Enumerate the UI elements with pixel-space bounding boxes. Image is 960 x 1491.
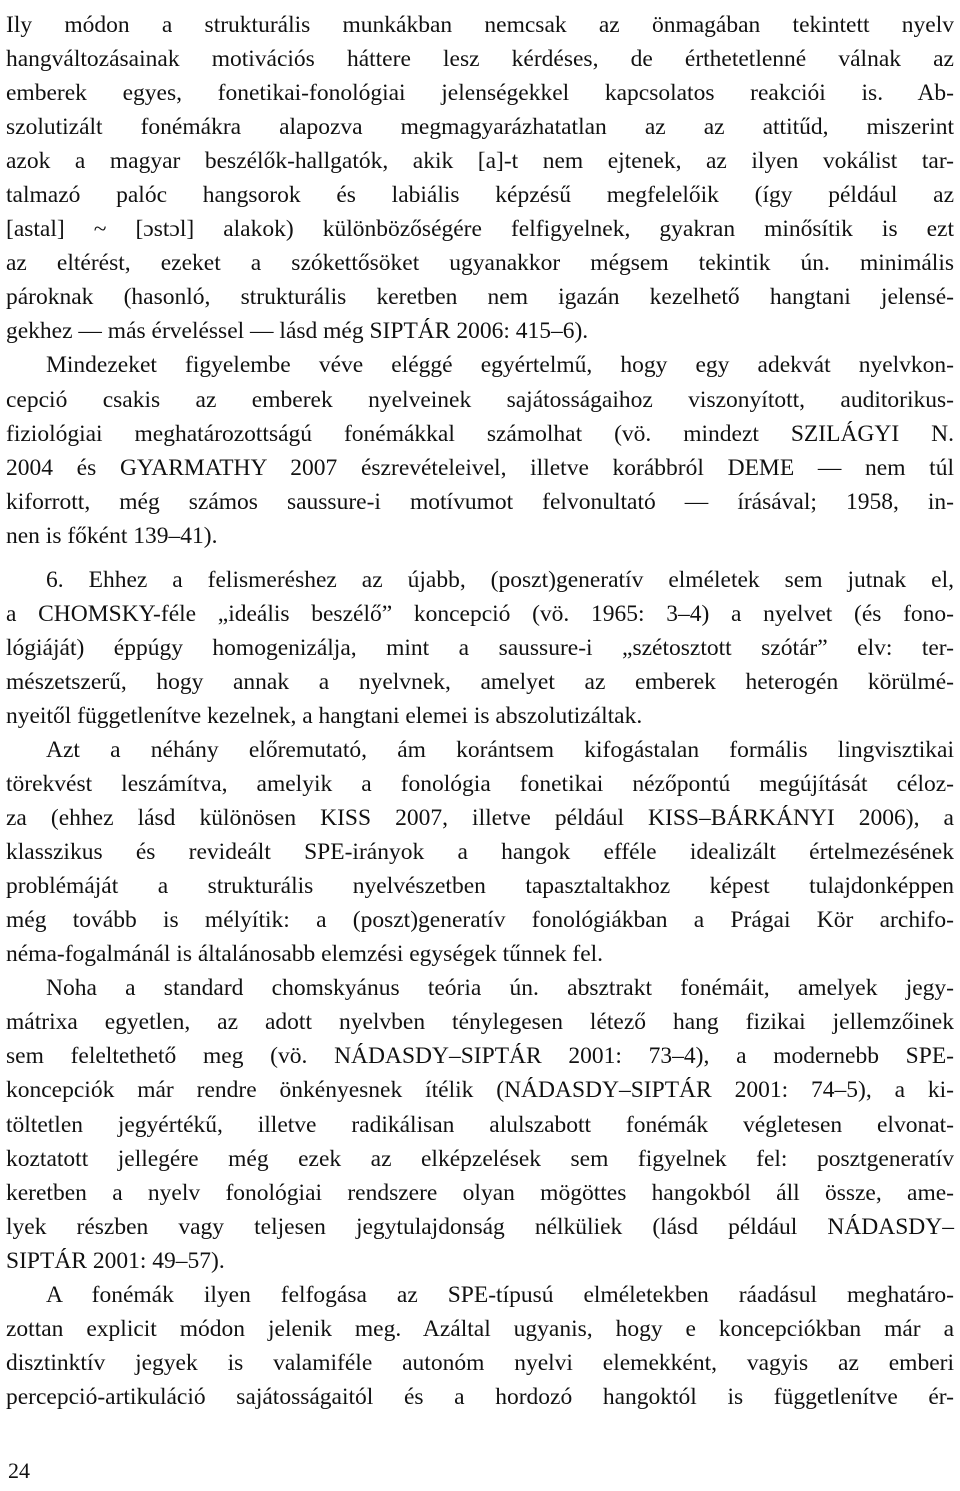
- text-line: 2004 és GYARMATHY 2007 észrevételeivel, illetve korábbról DEME — nem túl: [6, 454, 954, 481]
- text-line: Azt a néhány előremutató, ám korántsem kifogástalan formális lingvisztikai: [46, 736, 954, 763]
- document-body: [6, 8, 954, 1414]
- text-line: töltetlen jegyértékű, illetve radikálisan alulszabott fonémák végletesen elvonat-: [6, 1111, 954, 1138]
- text-line: hangváltozásainak motivációs háttere lesz kérdéses, de érthetetlenné válnak az: [6, 46, 954, 73]
- text-line: talmazó palóc hangsorok és labiális képzésű megfelelőik (így például az: [6, 182, 954, 209]
- text-line: törekvést leszámítva, amelyik a fonológia fonetikai nézőpontú megújítását céloz-: [6, 771, 954, 798]
- text-line: cepció csakis az emberek nyelveinek sajátosságaihoz viszonyított, auditorikus-: [6, 386, 954, 413]
- text-line: Ily módon a strukturális munkákban nemcsak az önmagában tekintett nyelv: [6, 12, 954, 38]
- text-line: lyek részben vagy teljesen jegytulajdonság nélküliek (lásd például NÁDASDY–: [6, 1213, 954, 1240]
- text-line: mátrixa egyetlen, az adott nyelvben ténylegesen létező hang fizikai jellemzőinek: [6, 1009, 954, 1036]
- text-line: klasszikus és revideált SPE-irányok a hangok efféle idealizált értelmezésének: [6, 839, 954, 866]
- text-line: nyeitől függetlenítve kezelnek, a hangtani elemei is abszolutizáltak.: [6, 702, 643, 729]
- text-line: még tovább is mélyítik: a (poszt)generatív fonológiákban a Prágai Kör archifo-: [6, 907, 954, 934]
- text-line: Noha a standard chomskyánus teória ún. absztrakt fonémáit, amelyek jegy-: [46, 975, 954, 1002]
- text-line: nen is főként 139–41).: [6, 522, 218, 549]
- text-line: néma-fogalmánál is általánosabb elemzési egységek tűnnek fel.: [6, 941, 604, 968]
- text-line: gekhez — más érveléssel — lásd még SIPTÁR 2006: 415–6).: [6, 318, 589, 345]
- text-line: disztinktív jegyek is valamiféle autonóm nyelvi elemekként, vagyis az emberi: [6, 1349, 954, 1376]
- text-line: az eltérést, ezeket a szókettősöket ugyanakkor mégsem tekintik ún. minimális: [6, 250, 954, 277]
- text-line: koztatott jellegére még ezek az elképzelések sem figyelnek fel: posztgeneratív: [6, 1145, 954, 1172]
- text-line: percepció-artikuláció sajátosságaitól és a hordozó hangoktól is függetlenítve ér-: [6, 1383, 954, 1410]
- text-line: sem feleltethető meg (vö. NÁDASDY–SIPTÁR 2001: 73–4), a modernebb SPE-: [6, 1043, 954, 1070]
- text-line: szolutizált fonémákra alapozva megmagyarázhatatlan az az attitűd, miszerint: [6, 114, 954, 141]
- text-line: problémáját a strukturális nyelvészetben tapasztaltakhoz képest tulajdonképpen: [6, 873, 954, 900]
- text-line: keretben a nyelv fonológiai rendszere olyan mögöttes hangokból áll össze, ame-: [6, 1179, 954, 1206]
- text-line: Mindezeket figyelembe véve eléggé egyértelmű, hogy egy adekvát nyelvkon-: [46, 352, 954, 379]
- text-line: fiziológiai meghatározottságú fonémákkal számolhat (vö. mindezt SZILÁGYI N.: [6, 420, 954, 447]
- text-line: emberek egyes, fonetikai-fonológiai jelenségekkel kapcsolatos reakciói is. Ab-: [6, 80, 954, 107]
- text-line: azok a magyar beszélők-hallgatók, akik [a]-t nem ejtenek, az ilyen vokálist tar-: [6, 148, 954, 175]
- text-line: A fonémák ilyen felfogása az SPE-típusú elméletekben ráadásul meghatáro-: [46, 1281, 954, 1308]
- text-line: kiforrott, még számos saussure-i motívumot felvonultató — írásával; 1958, in-: [6, 488, 954, 515]
- text-line: zottan explicit módon jelenik meg. Azáltal ugyanis, hogy e koncepciókban már a: [6, 1315, 954, 1342]
- text-line: pároknak (hasonló, strukturális keretben nem igazán kezelhető hangtani jelensé-: [6, 284, 954, 311]
- text-line: mészetszerű, hogy annak a nyelvnek, amelyet az emberek heterogén körülmé-: [6, 668, 954, 695]
- text-line: lógiáját) éppúgy homogenizálja, mint a saussure-i „szétosztott szótár” elv: ter-: [6, 634, 954, 661]
- section-heading-line: 6. Ehhez a felismeréshez az újabb, (poszt)generatív elméletek sem jutnak el,: [46, 566, 954, 593]
- text-line: koncepciók már rendre önkényesnek ítélik (NÁDASDY–SIPTÁR 2001: 74–5), a ki-: [6, 1077, 954, 1104]
- text-line: a CHOMSKY-féle „ideális beszélő” koncepció (vö. 1965: 3–4) a nyelvet (és fono-: [6, 600, 954, 627]
- text-line: za (ehhez lásd különösen KISS 2007, illetve például KISS–BÁRKÁNYI 2006), a: [6, 805, 954, 832]
- text-line: SIPTÁR 2001: 49–57).: [6, 1247, 225, 1274]
- page-number: 24: [8, 1458, 30, 1483]
- text-line: [astal] ~ [ɔstɔl] alakok) különbözőségére felfigyelnek, gyakran minősítik is ezt: [6, 216, 954, 243]
